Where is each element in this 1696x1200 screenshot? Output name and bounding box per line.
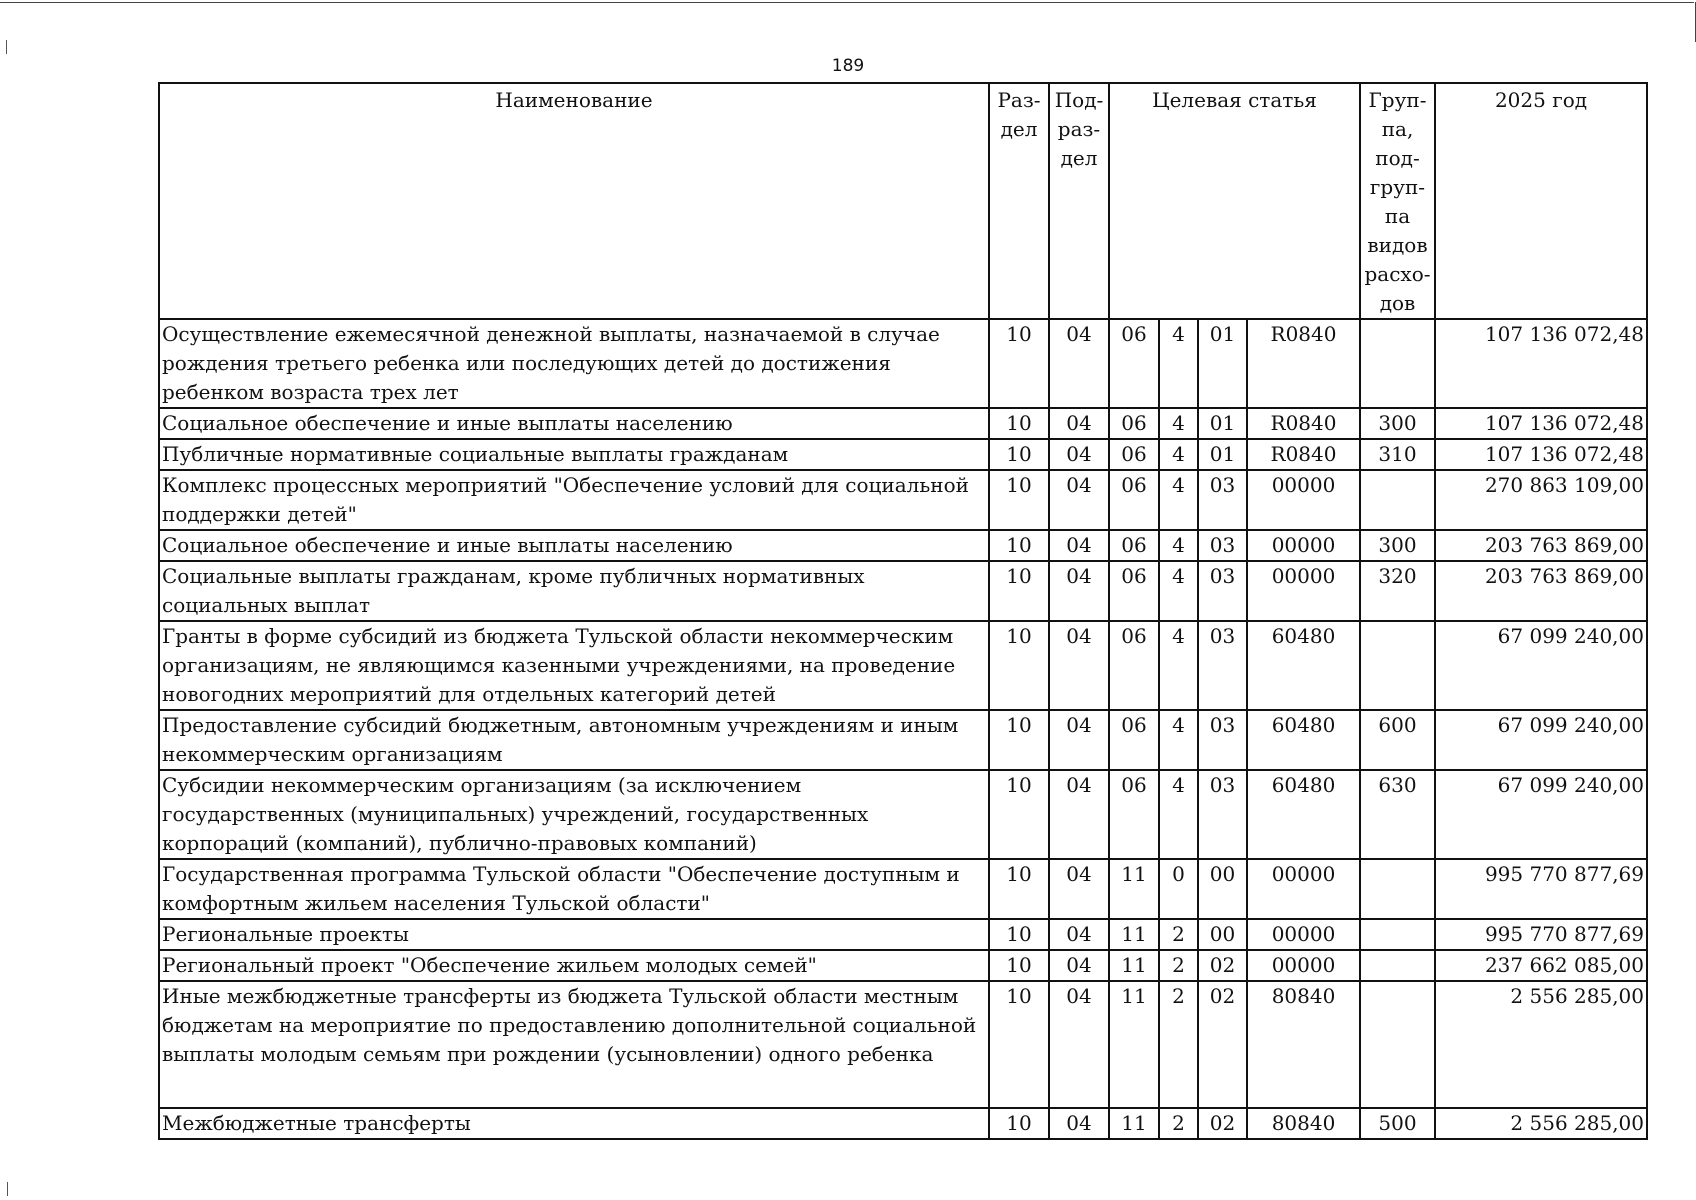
row-name: Региональные проекты: [159, 919, 989, 950]
row-target-event: 01: [1198, 408, 1247, 439]
row-target-subprogram: 2: [1159, 1108, 1198, 1139]
row-section: 10: [989, 319, 1049, 408]
row-target-program: 06: [1109, 561, 1159, 621]
row-amount: 2 556 285,00: [1435, 981, 1647, 1108]
row-target-program: 06: [1109, 621, 1159, 710]
row-section: 10: [989, 950, 1049, 981]
row-target-code: 00000: [1247, 470, 1360, 530]
row-target-subprogram: 2: [1159, 950, 1198, 981]
scan-mark: [6, 40, 7, 54]
row-subsection: 04: [1049, 470, 1109, 530]
row-amount: 107 136 072,48: [1435, 408, 1647, 439]
row-target-code: 60480: [1247, 621, 1360, 710]
row-name: Межбюджетные трансферты: [159, 1108, 989, 1139]
row-section: 10: [989, 981, 1049, 1108]
row-section: 10: [989, 530, 1049, 561]
row-subsection: 04: [1049, 319, 1109, 408]
row-section: 10: [989, 561, 1049, 621]
row-target-event: 02: [1198, 981, 1247, 1108]
row-target-program: 11: [1109, 950, 1159, 981]
row-target-program: 06: [1109, 439, 1159, 470]
row-target-code: 80840: [1247, 1108, 1360, 1139]
row-target-event: 03: [1198, 561, 1247, 621]
row-amount: 67 099 240,00: [1435, 621, 1647, 710]
row-target-subprogram: 4: [1159, 621, 1198, 710]
row-expense-type: [1360, 621, 1435, 710]
table-row: [159, 561, 1647, 621]
row-name: Социальное обеспечение и иные выплаты населению: [159, 530, 989, 561]
row-target-code: R0840: [1247, 439, 1360, 470]
row-name: Субсидии некоммерческим организациям (за исключением государственных (муниципальных) учреждений, государственных корпораций (компаний), публично-правовых компаний): [159, 770, 989, 859]
row-target-event: 02: [1198, 1108, 1247, 1139]
row-name: Социальные выплаты гражданам, кроме публичных нормативных социальных выплат: [159, 561, 989, 621]
row-expense-type: 300: [1360, 408, 1435, 439]
row-target-code: 00000: [1247, 950, 1360, 981]
row-target-subprogram: 2: [1159, 981, 1198, 1108]
row-amount: 270 863 109,00: [1435, 470, 1647, 530]
row-target-code: 60480: [1247, 770, 1360, 859]
row-amount: 995 770 877,69: [1435, 859, 1647, 919]
table-row: [159, 950, 1647, 981]
row-target-event: 00: [1198, 859, 1247, 919]
row-expense-type: 300: [1360, 530, 1435, 561]
table-row: [159, 919, 1647, 950]
row-target-program: 11: [1109, 981, 1159, 1108]
row-amount: 203 763 869,00: [1435, 530, 1647, 561]
row-target-code: 80840: [1247, 981, 1360, 1108]
scan-border-top: [0, 2, 1694, 3]
row-amount: 107 136 072,48: [1435, 439, 1647, 470]
table-row: [159, 710, 1647, 770]
row-subsection: 04: [1049, 561, 1109, 621]
row-name: Предоставление субсидий бюджетным, автономным учреждениям и иным некоммерческим организациям: [159, 710, 989, 770]
row-name: Гранты в форме субсидий из бюджета Тульской области некоммерческим организациям, не являющимся казенными учреждениями, на проведение новогодних мероприятий для отдельных категорий детей: [159, 621, 989, 710]
row-target-event: 01: [1198, 319, 1247, 408]
table-row: [159, 981, 1647, 1108]
header-target-article: Целевая статья: [1109, 83, 1360, 319]
row-target-program: 06: [1109, 470, 1159, 530]
row-expense-type: [1360, 859, 1435, 919]
row-name: Социальное обеспечение и иные выплаты населению: [159, 408, 989, 439]
table-row: [159, 408, 1647, 439]
row-amount: 203 763 869,00: [1435, 561, 1647, 621]
row-target-event: 00: [1198, 919, 1247, 950]
table-row: [159, 621, 1647, 710]
row-amount: 995 770 877,69: [1435, 919, 1647, 950]
row-name: Комплекс процессных мероприятий "Обеспечение условий для социальной поддержки детей": [159, 470, 989, 530]
table-row: [159, 530, 1647, 561]
row-target-event: 03: [1198, 710, 1247, 770]
header-year: 2025 год: [1435, 83, 1647, 319]
row-expense-type: [1360, 919, 1435, 950]
row-expense-type: 320: [1360, 561, 1435, 621]
table-row: [159, 859, 1647, 919]
row-subsection: 04: [1049, 530, 1109, 561]
page-number: 189: [831, 56, 865, 76]
row-section: 10: [989, 919, 1049, 950]
row-target-subprogram: 4: [1159, 770, 1198, 859]
row-subsection: 04: [1049, 439, 1109, 470]
row-target-subprogram: 4: [1159, 470, 1198, 530]
table-row: [159, 770, 1647, 859]
row-target-subprogram: 0: [1159, 859, 1198, 919]
row-subsection: 04: [1049, 919, 1109, 950]
scan-mark: [7, 1182, 8, 1196]
row-subsection: 04: [1049, 950, 1109, 981]
row-name: Публичные нормативные социальные выплаты гражданам: [159, 439, 989, 470]
row-target-program: 06: [1109, 408, 1159, 439]
row-target-program: 11: [1109, 859, 1159, 919]
row-target-code: R0840: [1247, 408, 1360, 439]
table-row: [159, 1108, 1647, 1139]
row-target-subprogram: 4: [1159, 408, 1198, 439]
row-target-code: 00000: [1247, 919, 1360, 950]
row-target-program: 06: [1109, 319, 1159, 408]
row-section: 10: [989, 621, 1049, 710]
row-target-event: 03: [1198, 770, 1247, 859]
row-section: 10: [989, 470, 1049, 530]
row-target-subprogram: 4: [1159, 439, 1198, 470]
row-amount: 67 099 240,00: [1435, 710, 1647, 770]
row-expense-type: 310: [1360, 439, 1435, 470]
row-expense-type: [1360, 319, 1435, 408]
row-section: 10: [989, 439, 1049, 470]
row-section: 10: [989, 770, 1049, 859]
row-target-program: 06: [1109, 770, 1159, 859]
header-expense-group: Груп-па, под-груп-па видов расхо-дов: [1360, 83, 1435, 319]
row-target-subprogram: 2: [1159, 919, 1198, 950]
budget-table: [158, 82, 1648, 1140]
row-target-program: 11: [1109, 919, 1159, 950]
row-expense-type: 500: [1360, 1108, 1435, 1139]
row-subsection: 04: [1049, 770, 1109, 859]
row-target-event: 01: [1198, 439, 1247, 470]
row-subsection: 04: [1049, 859, 1109, 919]
row-section: 10: [989, 859, 1049, 919]
row-expense-type: 600: [1360, 710, 1435, 770]
row-amount: 237 662 085,00: [1435, 950, 1647, 981]
table-row: [159, 319, 1647, 408]
table-row: [159, 439, 1647, 470]
row-expense-type: [1360, 981, 1435, 1108]
row-name: Региональный проект "Обеспечение жильем молодых семей": [159, 950, 989, 981]
row-target-subprogram: 4: [1159, 710, 1198, 770]
row-target-event: 03: [1198, 621, 1247, 710]
row-target-code: 60480: [1247, 710, 1360, 770]
header-section: Раз-дел: [989, 83, 1049, 319]
row-name: Государственная программа Тульской области "Обеспечение доступным и комфортным жильем населения Тульской области": [159, 859, 989, 919]
row-amount: 2 556 285,00: [1435, 1108, 1647, 1139]
row-amount: 107 136 072,48: [1435, 319, 1647, 408]
row-subsection: 04: [1049, 621, 1109, 710]
row-target-event: 03: [1198, 530, 1247, 561]
header-name: Наименование: [159, 83, 989, 319]
row-subsection: 04: [1049, 1108, 1109, 1139]
row-subsection: 04: [1049, 981, 1109, 1108]
row-expense-type: [1360, 470, 1435, 530]
row-target-program: 06: [1109, 710, 1159, 770]
row-target-program: 11: [1109, 1108, 1159, 1139]
row-target-code: 00000: [1247, 561, 1360, 621]
row-target-event: 03: [1198, 470, 1247, 530]
row-section: 10: [989, 710, 1049, 770]
row-target-subprogram: 4: [1159, 530, 1198, 561]
table-header-row: [159, 83, 1647, 319]
row-target-code: R0840: [1247, 319, 1360, 408]
row-amount: 67 099 240,00: [1435, 770, 1647, 859]
row-target-code: 00000: [1247, 530, 1360, 561]
row-subsection: 04: [1049, 408, 1109, 439]
table-body: [159, 319, 1647, 1139]
row-target-event: 02: [1198, 950, 1247, 981]
header-subsection: Под-раз-дел: [1049, 83, 1109, 319]
table-row: [159, 470, 1647, 530]
row-target-subprogram: 4: [1159, 561, 1198, 621]
row-subsection: 04: [1049, 710, 1109, 770]
row-target-subprogram: 4: [1159, 319, 1198, 408]
row-target-code: 00000: [1247, 859, 1360, 919]
row-expense-type: 630: [1360, 770, 1435, 859]
row-section: 10: [989, 408, 1049, 439]
row-expense-type: [1360, 950, 1435, 981]
row-target-program: 06: [1109, 530, 1159, 561]
row-name: Осуществление ежемесячной денежной выплаты, назначаемой в случае рождения третьего ребенка или последующих детей до достижения ребенком возраста трех лет: [159, 319, 989, 408]
row-name: Иные межбюджетные трансферты из бюджета Тульской области местным бюджетам на мероприятие по предоставлению дополнительной социальной выплаты молодым семьям при рождении (усыновлении) одного ребенка: [159, 981, 989, 1108]
row-section: 10: [989, 1108, 1049, 1139]
